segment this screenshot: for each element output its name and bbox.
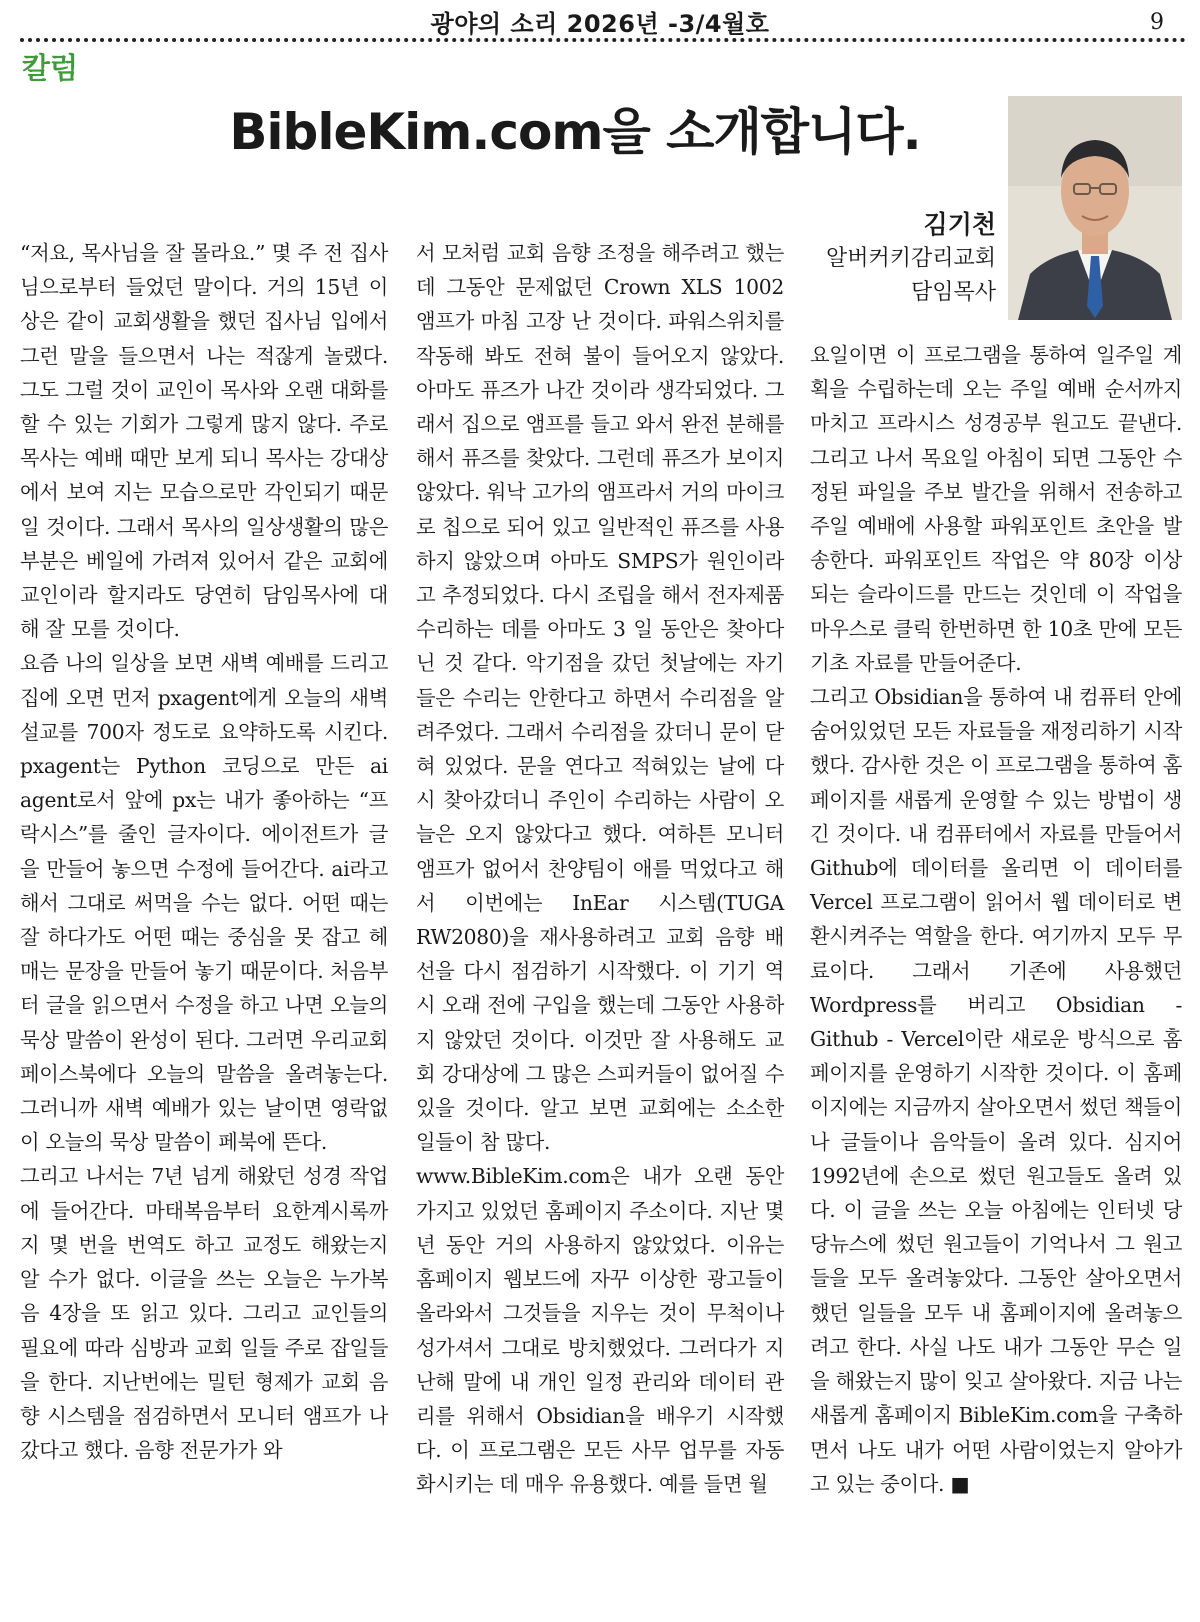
dotted-divider xyxy=(20,38,1186,42)
article-column-1 xyxy=(20,236,388,1467)
column-1-paragraph-2: 요즘 나의 일상을 보면 새벽 예배를 드리고 집에 오면 먼저 pxagent에게 오늘의 새벽 설교를 700자 정도로 요약하도록 시킨다. pxagent는 Python 코딩으로 만든 ai agent로서 앞에 px는 내가 좋아하는 “프락시스”를 줄인 글자이다. 에이전트가 글을 만들어 놓으면 수정에 들어간다. ai라고 해서 그대로 써먹을 수는 없다. 어떤 때는 잘 하다가도 어떤 때는 중심을 못 잡고 헤매는 문장을 만들어 놓기 때문이다. 처음부터 글을 읽으면서 수정을 하고 나면 오늘의 묵상 말씀이 완성이 된다. 그러면 우리교회 페이스북에다 오늘의 말씀을 올려놓는다. 그러니까 새벽 예배가 있는 날이면 영락없이 오늘의 묵상 말씀이 페북에 뜬다. xyxy=(20,651,388,1155)
column-3-paragraph-1: 요일이면 이 프로그램을 통하여 일주일 계획을 수립하는데 오는 주일 예배 순서까지 마치고 프라시스 성경공부 원고도 끝낸다. 그리고 나서 목요일 아침이 되면 그동안 수정된 파일을 주보 발간을 위해서 전송하고 주일 예배에 사용할 파워포인트 초안을 발송한다. 파워포인트 작업은 약 80장 이상 되는 슬라이드를 만드는 것인데 이 작업을 마우스로 클릭 한번하면 한 10초 만에 모든 기초 자료를 만들어준다. xyxy=(810,343,1182,675)
article-column-3 xyxy=(810,338,1182,1501)
column-3-paragraph-2-text: 그리고 Obsidian을 통하여 내 컴퓨터 안에 숨어있었던 모든 자료들을 재정리하기 시작했다. 감사한 것은 이 프로그램을 통하여 홈페이지를 새롭게 운영할 수 있는 방법이 생긴 것이다. 내 컴퓨터에서 자료를 만들어서 Github에 데이터를 올리면 이 데이터를 Vercel 프로그램이 읽어서 웹 데이터로 변환시켜주는 역할을 한다. 여기까지 모두 무료이다. 그래서 기존에 사용했던 Wordpress를 버리고 Obsidian - Github - Vercel이란 새로운 방식으로 홈페이지를 운영하기 시작한 것이다. 이 홈페이지에는 지금까지 살아오면서 썼던 책들이나 글들이나 음악들이 올려 있다. 심지어 1992년에 손으로 썼던 원고들도 올려 있다. 이 글을 쓰는 오늘 아침에는 인터넷 당당뉴스에 썼던 원고들이 기억나서 그 원고들을 모두 올려놓았다. 그동안 살아오면서 했던 일들을 모두 내 홈페이지에 올려놓으려고 한다. 사실 나도 내가 그동안 무슨 일을 해왔는지 많이 잊고 살아왔다. 지금 나는 새롭게 홈페이지 BibleKim.com을 구축하면서 나도 내가 어떤 사람이었는지 알아가고 있는 중이다. xyxy=(810,685,1182,1496)
author-portrait-illustration xyxy=(1008,96,1182,320)
page-number: 9 xyxy=(1150,10,1164,35)
author-name: 김기천 xyxy=(923,210,996,239)
page-header xyxy=(0,0,1200,44)
section-label: 칼럼 xyxy=(22,51,79,85)
column-3-paragraph-2 xyxy=(810,680,1182,1501)
column-2-paragraph-1: 서 모처럼 교회 음향 조정을 해주려고 했는데 그동안 문제없던 Crown XLS 1002 앰프가 마침 고장 난 것이다. 파워스위치를 작동해 봐도 전혀 불이 들어오지 않았다. 아마도 퓨즈가 나간 것이라 생각되었다. 그래서 집으로 앰프를 들고 와서 완전 분해를 해서 퓨즈를 찾았다. 그런데 퓨즈가 보이지 않았다. 워낙 고가의 앰프라서 거의 마이크로 칩으로 되어 있고 일반적인 퓨즈를 사용하지 않았으며 아마도 SMPS가 원인이라고 추정되었다. 다시 조립을 해서 전자제품 수리하는 데를 아마도 3 일 동안은 찾아다닌 것 같다. 악기점을 갔던 첫날에는 자기들은 수리는 안한다고 하면서 수리점을 알려주었다. 그래서 수리점을 갔더니 문이 닫혀 있었다. 문을 연다고 적혀있는 날에 다시 찾아갔더니 주인이 수리하는 사람이 오늘은 오지 않았다고 했다. 여하튼 모니터 앰프가 없어서 찬양팀이 애를 먹었다고 해서 이번에는 InEar 시스템(TUGA RW2080)을 재사용하려고 교회 음향 배선을 다시 점검하기 시작했다. 이 기기 역시 오래 전에 구입을 했는데 그동안 사용하지 않았던 것이다. 이것만 잘 사용해도 교회 강대상에 그 많은 스피커들이 없어질 수 있을 것이다. 알고 보면 교회에는 소소한 일들이 참 많다. xyxy=(416,241,784,1155)
author-byline xyxy=(826,208,996,310)
article-headline: BibleKim.com을 소개합니다. xyxy=(229,103,921,161)
author-photo xyxy=(1008,96,1182,320)
column-2-paragraph-2: www.BibleKim.com은 내가 오랜 동안 가지고 있었던 홈페이지 주소이다. 지난 몇 년 동안 거의 사용하지 않았었다. 이유는 홈페이지 웹보드에 자꾸 이상한 광고들이 올라와서 그것들을 지우는 것이 무척이나 성가셔서 그대로 방치했었다. 그러다가 지난해 말에 내 개인 일정 관리와 데이터 관리를 위해서 Obsidian을 배우기 시작했다. 이 프로그램은 모든 사무 업무를 자동화시키는 데 매우 유용했다. 예를 들면 월 xyxy=(416,1164,784,1497)
author-role: 담임목사 xyxy=(910,280,996,305)
publication-title: 광야의 소리 2026년 -3/4월호 xyxy=(430,10,770,38)
column-1-paragraph-1: “저요, 목사님을 잘 몰라요.” 몇 주 전 집사님으로부터 들었던 말이다. 거의 15년 이상은 같이 교회생활을 했던 집사님 입에서 그런 말을 들으면서 나는 적잖게 놀랬다. 그도 그럴 것이 교인이 목사와 오랜 대화를 할 수 있는 기회가 그렇게 많지 않다. 주로 목사는 예배 때만 보게 되니 목사는 강대상에서 보여 지는 모습으로만 각인되기 때문일 것이다. 그래서 목사의 일상생활의 많은 부분은 베일에 가려져 있어서 같은 교회에 교인이라 할지라도 당연히 담임목사에 대해 잘 모를 것이다. xyxy=(20,241,388,642)
article-column-2 xyxy=(416,236,784,1502)
column-1-paragraph-3: 그리고 나서는 7년 넘게 해왔던 성경 작업에 들어간다. 마태복음부터 요한계시록까지 몇 번을 번역도 하고 교정도 해왔는지 알 수가 없다. 이글을 쓰는 오늘은 누가복음 4장을 또 읽고 있다. 그리고 교인들의 필요에 따라 심방과 교회 일들 주로 잡일들을 한다. 지난번에는 밀턴 형제가 교회 음향 시스템을 점검하면서 모니터 앰프가 나갔다고 했다. 음향 전문가가 와 xyxy=(20,1164,388,1463)
end-mark-icon: ■ xyxy=(950,1471,970,1496)
author-church: 알버커키감리교회 xyxy=(825,246,996,271)
